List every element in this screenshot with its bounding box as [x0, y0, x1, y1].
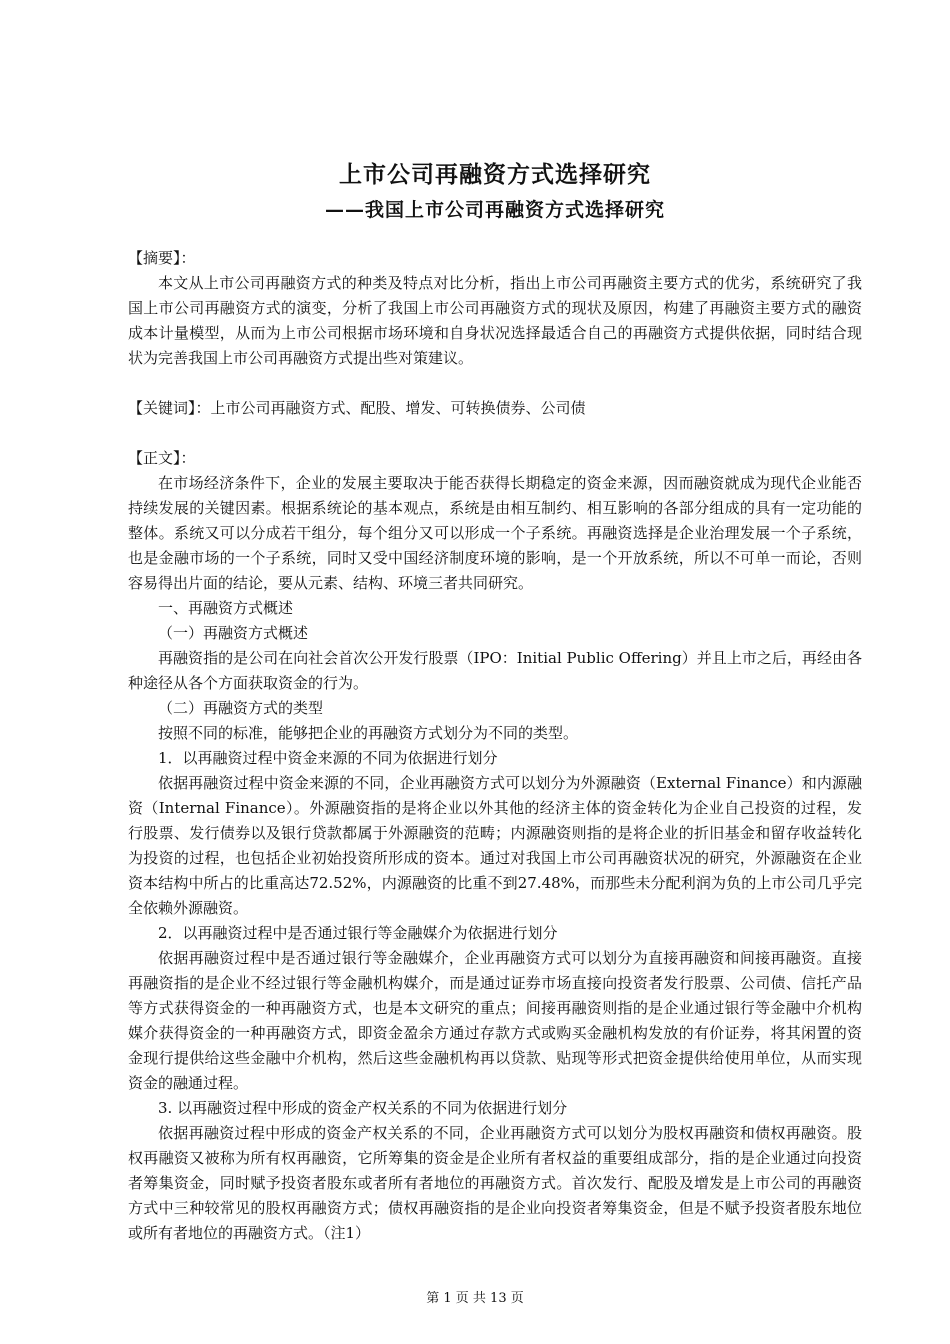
keywords-line: 【关键词】：上市公司再融资方式、配股、增发、可转换债券、公司债 [128, 399, 586, 417]
item-heading: 3. 以再融资过程中形成的资金产权关系的不同为依据进行划分 [158, 1099, 568, 1117]
abstract-label: 【摘要】： [128, 249, 196, 267]
item-heading: 2．以再融资过程中是否通过银行等金融媒介为依据进行划分 [158, 924, 558, 942]
body-paragraph: 依据再融资过程中资金来源的不同，企业再融资方式可以划分为外源融资（External Finance）和内源融资（Internal Finance）。外源融资指的是将企业以外其他的经济主体的资金转化为企业自己投资的过程，发行股票、发行债券以及银行贷款都属于外源融资的范畴；内源融资则指的是将企业的折旧基金和留存收益转化为投资的过程，也包括企业初始投资所形成的资本。通过对我国上市公司再融资状况的研究，外源融资在企业资本结构中所占的比重高达72.52%，内源融资的比重不到27.48%，而那些未分配利润为负的上市公司几乎完全依赖外源融资。 [128, 774, 862, 917]
body-paragraph: 依据再融资过程中是否通过银行等金融媒介，企业再融资方式可以划分为直接再融资和间接再融资。直接再融资指的是企业不经过银行等金融机构媒介，而是通过证券市场直接向投资者发行股票、公司债、信托产品等方式获得资金的一种再融资方式，也是本文研究的重点；间接再融资则指的是企业通过银行等金融中介机构媒介获得资金的一种再融资方式，即资金盈余方通过存款方式或购买金融机构发放的有价证券，将其闲置的资金现行提供给这些金融中介机构，然后这些金融机构再以贷款、贴现等形式把资金提供给使用单位，从而实现资金的融通过程。 [128, 949, 862, 1092]
subsection-heading: （二）再融资方式的类型 [158, 699, 324, 717]
page-footer: 第 1 页 共 13 页 [426, 1291, 524, 1306]
body-label: 【正文】： [128, 449, 196, 467]
item-heading: 1．以再融资过程中资金来源的不同为依据进行划分 [158, 749, 498, 767]
document-subtitle: ——我国上市公司再融资方式选择研究 [324, 199, 665, 221]
section-heading: 一、再融资方式概述 [158, 599, 294, 617]
document-title: 上市公司再融资方式选择研究 [339, 161, 651, 188]
subsection-heading: （一）再融资方式概述 [158, 624, 309, 642]
body-paragraph: 再融资指的是公司在向社会首次公开发行股票（IPO：Initial Public Offering）并且上市之后，再经由各种途径从各个方面获取资金的行为。 [128, 649, 862, 692]
body-paragraph: 按照不同的标准，能够把企业的再融资方式划分为不同的类型。 [158, 724, 579, 742]
body-paragraph: 在市场经济条件下，企业的发展主要取决于能否获得长期稳定的资金来源，因而融资就成为现代企业能否持续发展的关键因素。根据系统论的基本观点，系统是由相互制约、相互影响的各部分组成的具有一定功能的整体。系统又可以分成若干组分，每个组分又可以形成一个子系统。再融资选择是企业治理发展一个子系统，也是金融市场的一个子系统，同时又受中国经济制度环境的影响，是一个开放系统，所以不可单一而论，否则容易得出片面的结论，要从元素、结构、环境三者共同研究。 [128, 474, 862, 592]
body-paragraph: 依据再融资过程中形成的资金产权关系的不同，企业再融资方式可以划分为股权再融资和债权再融资。股权再融资又被称为所有权再融资，它所筹集的资金是企业所有者权益的重要组成部分，指的是企业通过向投资者筹集资金，同时赋予投资者股东或者所有者地位的再融资方式。首次发行、配股及增发是上市公司的再融资方式中三种较常见的股权再融资方式；债权再融资指的是企业向投资者筹集资金，但是不赋予投资者股东地位或所有者地位的再融资方式。（注1） [128, 1124, 862, 1242]
abstract-text: 本文从上市公司再融资方式的种类及特点对比分析，指出上市公司再融资主要方式的优劣，系统研究了我国上市公司再融资方式的演变，分析了我国上市公司再融资方式的现状及原因，构建了再融资主要方式的融资成本计量模型，从而为上市公司根据市场环境和自身状况选择最适合自己的再融资方式提供依据，同时结合现状为完善我国上市公司再融资方式提出些对策建议。 [128, 274, 862, 367]
